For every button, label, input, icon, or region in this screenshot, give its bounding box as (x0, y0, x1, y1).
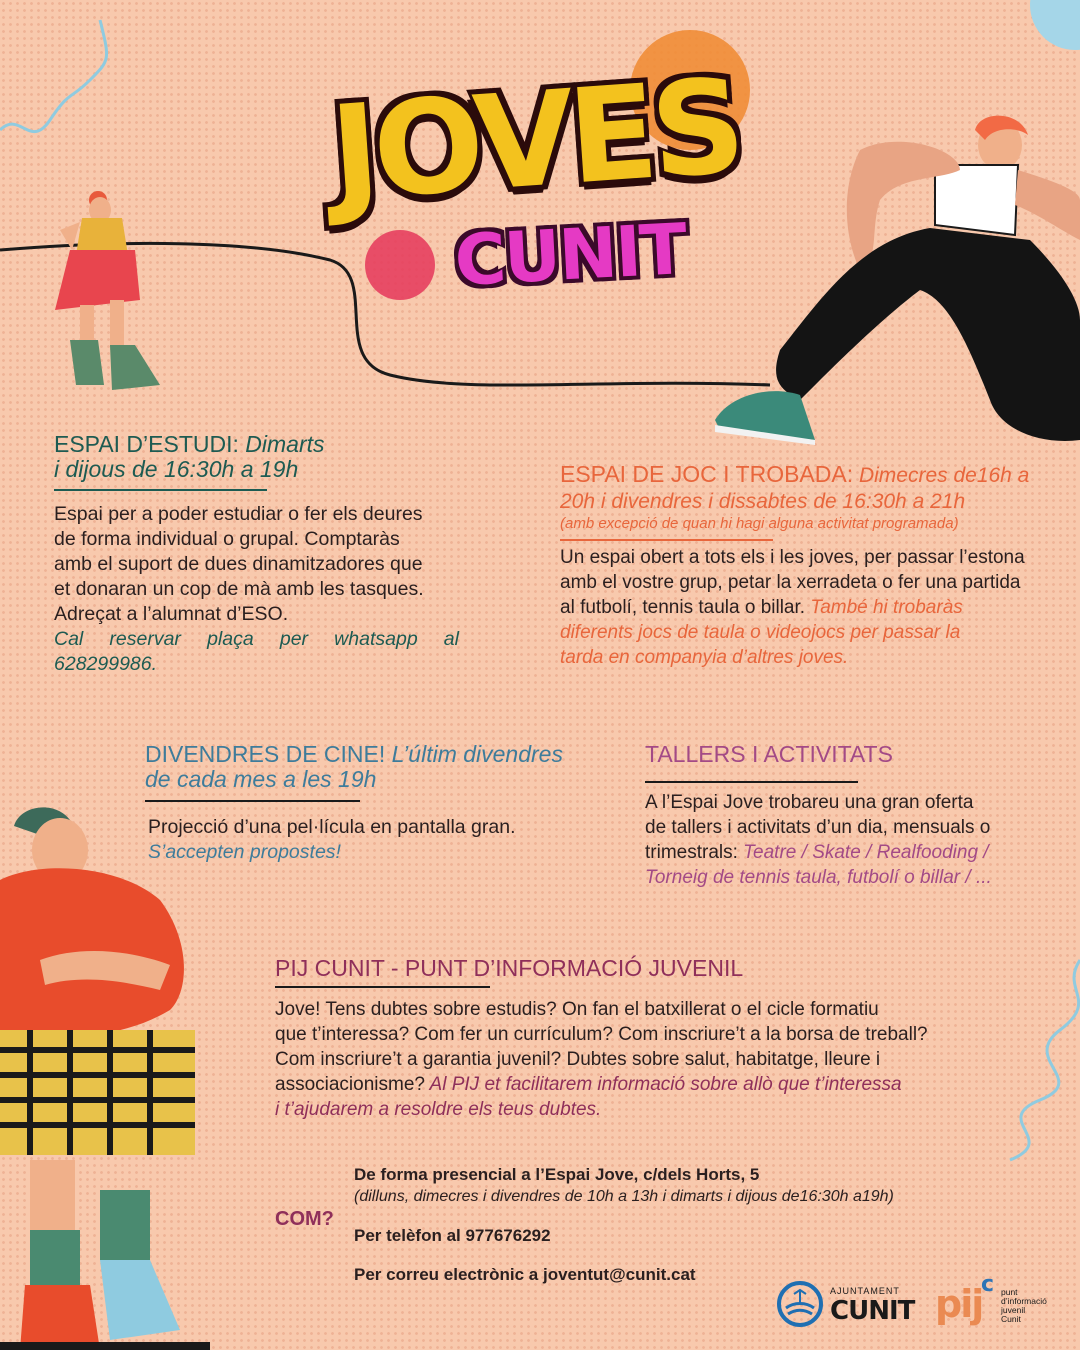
joc-note: (amb excepció de quan hi hagi alguna activitat programada) (560, 515, 959, 532)
estudi-title (54, 432, 454, 482)
pij-line-4 (275, 1072, 1035, 1097)
com-presencial: De forma presencial a l’Espai Jove, c/dels Horts, 5 (354, 1165, 760, 1184)
blue-blob-top-right (1030, 0, 1080, 50)
pij-text-line: juvenil (1001, 1305, 1026, 1315)
com-email[interactable]: Per correu electrònic a joventut@cunit.cat (354, 1265, 696, 1284)
estudi-line: Adreçat a l’alumnat d’ESO. (54, 603, 289, 625)
estudi-line: et donaran un cop de mà amb les tasques. (54, 578, 424, 600)
ajuntament-small: AJUNTAMENT (830, 1286, 900, 1296)
pij-mark: pij (935, 1282, 983, 1326)
tallers-line-3 (645, 840, 1065, 865)
cine-line: Projecció d’una pel·lícula en pantalla gran. (148, 816, 516, 838)
pij-logo[interactable] (935, 1272, 1065, 1330)
pij-text-line: punt (1001, 1287, 1018, 1297)
tallers-body (645, 790, 1065, 890)
tallers-rule (645, 781, 858, 783)
joc-heading: ESPAI DE JOC I TROBADA: (560, 461, 854, 487)
joc-line: amb el vostre grup, petar la xerradeta o fer una partida (560, 572, 1021, 593)
pij-rule (275, 986, 490, 988)
com-hours: (dilluns, dimecres i divendres de 10h a 13h i dimarts i dijous de16:30h a19h) (354, 1188, 894, 1205)
tallers-title: TALLERS I ACTIVITATS (645, 741, 893, 767)
tallers-line: de tallers i activitats d’un dia, mensuals o (645, 817, 991, 838)
joc-when-2: 20h i divendres i dissabtes de 16:30h a 21h (560, 490, 966, 513)
joc-when-1: Dimecres de16h a (853, 464, 1030, 487)
joc-title (560, 462, 1050, 514)
girl-illustration (55, 191, 160, 390)
cine-italic: S’accepten propostes! (148, 841, 341, 863)
ajuntament-logo[interactable] (776, 1280, 915, 1328)
joc-italic-line: diferents jocs de taula o videojocs per passar la (560, 622, 961, 643)
pij-line: Com inscriure’t a garantia juvenil? Dubtes sobre salut, habitatge, lleure i (275, 1049, 881, 1070)
tallers-line-3-italic: Teatre / Skate / Realfooding / (737, 842, 989, 863)
estudi-line: amb el suport de dues dinamitzadores que (54, 553, 423, 575)
com-details (354, 1164, 1054, 1286)
ajuntament-emblem-icon (776, 1280, 824, 1328)
joc-body (560, 545, 1050, 670)
com-label: COM? (275, 1208, 334, 1230)
estudi-heading: ESPAI D’ESTUDI: (54, 431, 239, 457)
pij-text-line: d’informació (1001, 1296, 1047, 1306)
joc-italic-line: tarda en companyia d’altres joves. (560, 647, 849, 668)
joc-line-3-text: al futbolí, tennis taula o billar. (560, 597, 806, 618)
joc-line: Un espai obert a tots els i les joves, per passar l’estona (560, 547, 1025, 568)
cine-when-1: L’últim divendres (385, 741, 563, 767)
cine-body (148, 815, 568, 865)
pij-c: c (981, 1272, 995, 1297)
estudi-when-2: i dijous de 16:30h a 19h (54, 456, 299, 482)
estudi-line: de forma individual o grupal. Comptaràs (54, 528, 400, 550)
estudi-reserve-2: 628299986. (54, 653, 158, 675)
pij-line-4-italic: Al PIJ et facilitarem informació sobre allò que t’interessa (424, 1074, 902, 1095)
ajuntament-name: CUNIT (830, 1296, 915, 1326)
pij-line-4-text: associacionisme? (275, 1074, 425, 1095)
logo-subtitle: CUNIT (452, 208, 688, 302)
joc-rule (560, 539, 773, 541)
estudi-reserve-1: Cal reservar plaça per whatsapp al (54, 628, 459, 650)
estudi-rule (54, 489, 267, 491)
pij-line: Jove! Tens dubtes sobre estudis? On fan el batxillerat o el cicle formatiu (275, 999, 879, 1020)
tallers-line-3-text: trimestrals: (645, 842, 738, 863)
cine-heading: DIVENDRES DE CINE! (145, 741, 386, 767)
man-illustration (0, 807, 210, 1350)
cine-title (145, 742, 595, 792)
logo-title: JOVES (325, 49, 745, 231)
squiggle-top-left (0, 20, 107, 132)
pij-italic-line: i t’ajudarem a resoldre els teus dubtes. (275, 1099, 602, 1120)
pij-logo-text (1001, 1288, 1047, 1324)
pij-title: PIJ CUNIT - PUNT D’INFORMACIÓ JUVENIL (275, 955, 744, 981)
cine-rule (145, 800, 360, 802)
pij-body (275, 997, 1035, 1122)
tallers-italic-line: Torneig de tennis taula, futbolí o billar / ... (645, 867, 992, 888)
estudi-when-1: Dimarts (238, 431, 325, 457)
pij-line: que t’interessa? Com fer un currículum? Com inscriure’t a la borsa de treball? (275, 1024, 928, 1045)
com-phone: Per telèfon al 977676292 (354, 1226, 551, 1245)
cine-when-2: de cada mes a les 19h (145, 766, 377, 792)
estudi-body (54, 502, 459, 677)
joc-line-3-italic: També hi trobaràs (805, 597, 963, 618)
pij-text-line: Cunit (1001, 1314, 1021, 1324)
estudi-line: Espai per a poder estudiar o fer els deures (54, 503, 423, 525)
joc-line-3 (560, 595, 1050, 620)
tallers-line: A l’Espai Jove trobareu una gran oferta (645, 792, 974, 813)
